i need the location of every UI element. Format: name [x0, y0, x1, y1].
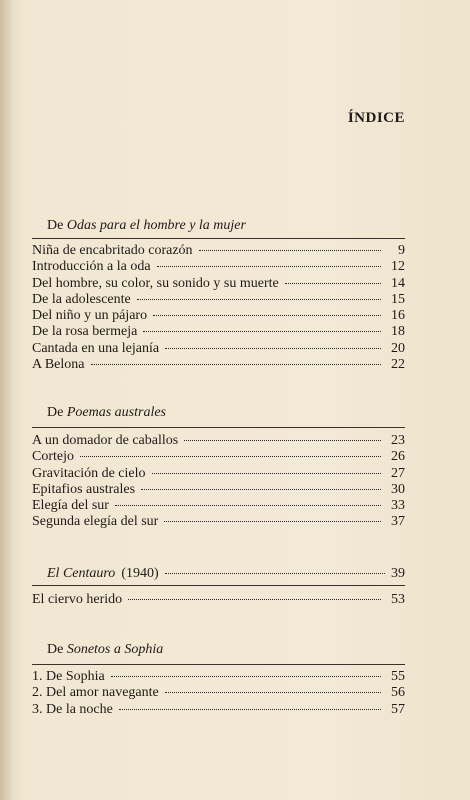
entry-page: 30 [391, 481, 405, 497]
entry-label: Cantada en una lejanía [32, 340, 160, 356]
entry-page: 37 [391, 514, 405, 530]
entry-page: 20 [391, 340, 405, 356]
dot-leader [164, 521, 381, 522]
toc-entry[interactable] [32, 669, 405, 685]
toc-entry[interactable] [32, 482, 405, 498]
dot-leader [128, 599, 381, 600]
section-year: (1940) [121, 566, 159, 581]
entry-label: El ciervo herido [32, 592, 123, 607]
entry-label: Elegía del sur [32, 498, 109, 514]
entry-label: Del hombre, su color, su sonido y su muerte [32, 275, 279, 291]
dot-leader [91, 364, 382, 365]
section-title: El Centauro [47, 566, 116, 581]
section-heading-centauro[interactable] [47, 566, 405, 582]
dot-leader [285, 283, 381, 284]
entry-page: 56 [391, 685, 405, 701]
entry-label: Introducción a la oda [32, 259, 151, 275]
toc-list-odas [32, 238, 405, 373]
entry-label: Niña de encabritado corazón [32, 243, 193, 258]
toc-entry[interactable] [32, 308, 405, 324]
section-title: Poemas australes [66, 405, 166, 420]
entry-label: 1. De Sophia [32, 669, 105, 684]
section-prefix: De [47, 218, 64, 233]
section-heading-odas [47, 218, 246, 234]
entry-page: 57 [391, 701, 405, 717]
entry-page: 33 [391, 498, 405, 514]
toc-entry[interactable] [32, 341, 405, 357]
section-heading-sonetos [47, 642, 163, 658]
dot-leader [111, 676, 381, 677]
entry-page: 18 [391, 324, 405, 340]
entry-label: Epitafios australes [32, 481, 136, 497]
section-prefix: De [47, 405, 64, 420]
dot-leader [115, 505, 381, 506]
dot-leader [119, 709, 381, 710]
section-page: 39 [391, 566, 405, 581]
entry-page: 12 [391, 259, 405, 275]
entry-page: 16 [391, 308, 405, 324]
toc-entry[interactable] [32, 324, 405, 340]
entry-page: 22 [391, 357, 405, 373]
toc-entry[interactable] [32, 449, 405, 465]
entry-page: 23 [391, 433, 405, 448]
entry-label: 2. Del amor navegante [32, 685, 159, 701]
page-title: ÍNDICE [347, 110, 405, 126]
dot-leader [141, 489, 381, 490]
toc-entry[interactable] [32, 685, 405, 701]
entry-page: 27 [391, 465, 405, 481]
entry-label: A un domador de caballos [32, 433, 179, 448]
entry-label: Segunda elegía del sur [32, 514, 159, 530]
toc-entry[interactable] [32, 259, 405, 275]
dot-leader [153, 315, 381, 316]
toc-list-sonetos [32, 664, 405, 718]
dot-leader [152, 473, 381, 474]
dot-leader [184, 440, 381, 441]
page-spine-shadow [0, 0, 12, 800]
section-prefix: De [47, 642, 64, 657]
toc-list-centauro [32, 585, 405, 608]
dot-leader [165, 348, 381, 349]
entry-page: 26 [391, 449, 405, 465]
toc-entry[interactable] [32, 592, 405, 608]
entry-label: De la rosa bermeja [32, 324, 138, 340]
entry-page: 9 [398, 243, 405, 258]
entry-page: 14 [391, 275, 405, 291]
entry-label: De la adolescente [32, 291, 131, 307]
dot-leader [199, 250, 381, 251]
entry-page: 15 [391, 291, 405, 307]
toc-entry[interactable] [32, 357, 405, 373]
entry-label: 3. De la noche [32, 701, 113, 717]
toc-entry[interactable] [32, 498, 405, 514]
dot-leader [80, 456, 381, 457]
toc-entry[interactable] [32, 466, 405, 482]
section-title: Odas para el hombre y la mujer [66, 218, 246, 233]
dot-leader [143, 331, 381, 332]
toc-entry[interactable] [32, 276, 405, 292]
dot-leader [137, 299, 381, 300]
entry-label: Gravitación de cielo [32, 465, 146, 481]
toc-entry[interactable] [32, 433, 405, 449]
dot-leader [157, 266, 381, 267]
dot-leader [165, 692, 381, 693]
toc-list-poemas [32, 427, 405, 531]
toc-entry[interactable] [32, 243, 405, 259]
entry-label: A Belona [32, 357, 85, 373]
entry-page: 53 [391, 592, 405, 607]
section-title: Sonetos a Sophia [66, 642, 164, 657]
toc-entry[interactable] [32, 292, 405, 308]
entry-label: Del niño y un pájaro [32, 308, 148, 324]
entry-label: Cortejo [32, 449, 74, 465]
section-heading-poemas [47, 405, 166, 421]
toc-entry[interactable] [32, 514, 405, 530]
entry-page: 55 [391, 669, 405, 684]
dot-leader [165, 573, 385, 574]
toc-entry[interactable] [32, 702, 405, 718]
